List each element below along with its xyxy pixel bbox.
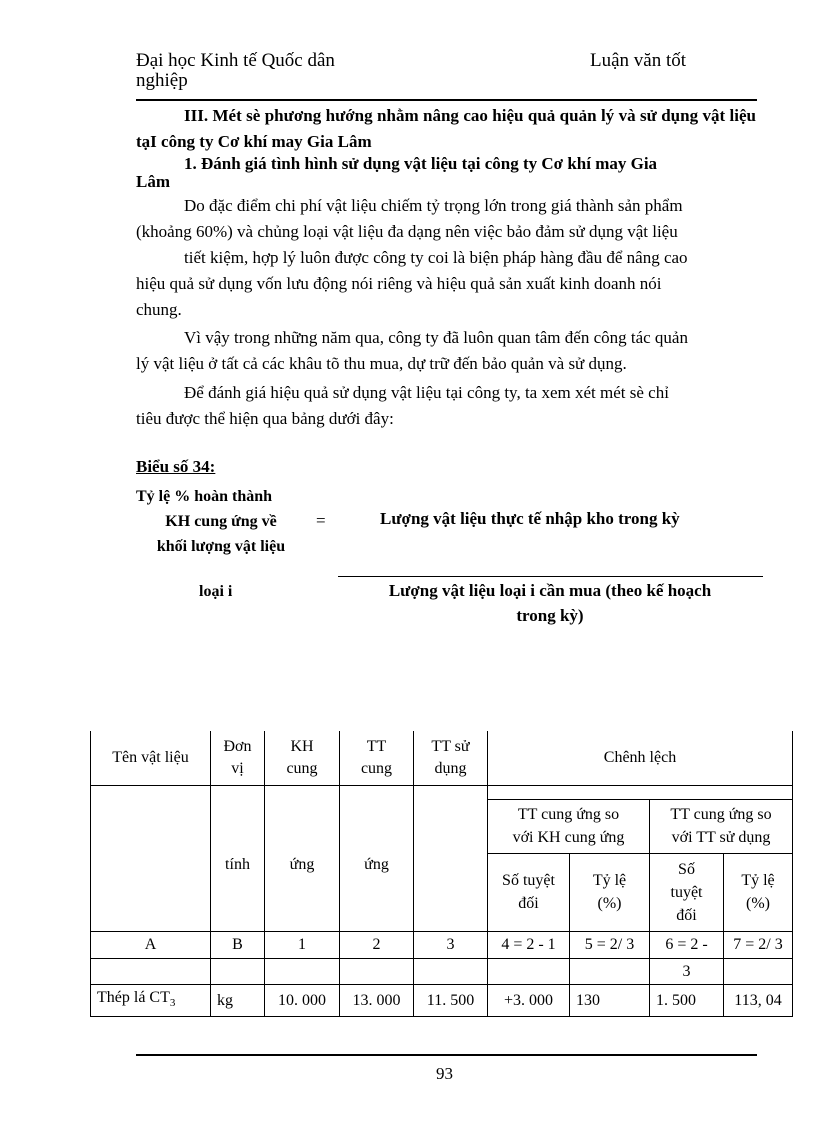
th-blank-name — [91, 799, 211, 931]
p3-line1: Để đánh giá hiệu quả sử dụng vật liệu tại công ty, ta xem xét mét sè chỉ — [184, 383, 669, 402]
th-actual-top — [340, 731, 414, 785]
th-spacer-5 — [414, 785, 488, 799]
th-spacer-3 — [265, 785, 340, 799]
formula-denominator-line1: Lượng vật liệu loại i cần mua (theo kế hoạch — [388, 581, 712, 600]
header-left — [136, 50, 335, 92]
formula-lhs-line2: KH cung ứng về — [165, 513, 277, 530]
idx-cont-cell — [211, 958, 265, 984]
th-material-name: Tên vật liệu — [91, 731, 211, 785]
formula-denominator-line2: trong kỳ) — [516, 606, 584, 625]
row-abs-vs-used: 1. 500 — [650, 984, 724, 1016]
th-used-l2: dụng — [434, 759, 467, 777]
th-unit-l2: vị — [231, 759, 244, 777]
th-plan-top — [265, 731, 340, 785]
th-abs2-l3: đối — [676, 906, 697, 924]
idx-cell: 4 = 2 - 1 — [488, 931, 570, 958]
fraction-bar — [338, 576, 763, 577]
th-abs2-l1: Số — [678, 860, 695, 878]
idx-cell: 5 = 2/ 3 — [570, 931, 650, 958]
th-abs1-l1: Số tuyệt — [502, 872, 555, 889]
idx-cell: 6 = 2 - — [650, 931, 724, 958]
th-group-vs-plan — [488, 799, 650, 853]
th-plan-l2: cung — [286, 759, 318, 777]
th-group-vs-used — [650, 799, 793, 853]
th-unit-top — [211, 731, 265, 785]
p1-line2: (khoảng 60%) và chủng loại vật liệu đa dạng nên việc bảo đảm sử dụng vật liệu — [136, 222, 678, 241]
header-rule — [136, 99, 757, 101]
table-row — [91, 984, 793, 1016]
th-used-l1: TT sử — [431, 737, 470, 755]
row-used: 11. 500 — [414, 984, 488, 1016]
th-pct1-l2: (%) — [597, 895, 622, 912]
formula-numerator: Lượng vật liệu thực tế nhập kho trong kỳ — [380, 509, 680, 528]
subsection-line1: 1. Đánh giá tình hình sử dụng vật liệu tại công ty Cơ khí may Gia — [184, 154, 658, 173]
header-right: Luận văn tốt — [590, 50, 687, 71]
section-title: III. Mét sè phương hướng nhằm nâng cao hiệu quả quản lý và sử dụng vật liệu tạI công ty Cơ khí may Gia Lâm — [136, 106, 756, 151]
th-percent-2 — [724, 853, 793, 931]
th-used-top — [414, 731, 488, 785]
th-difference: Chênh lệch — [488, 731, 793, 785]
p3-line2: tiêu được thể hiện qua bảng dưới đây: — [136, 409, 394, 428]
row-pct-vs-used: 113, 04 — [724, 984, 793, 1016]
th-abs1-l2: đối — [518, 895, 539, 912]
idx-cell: B — [211, 931, 265, 958]
th-pct2-l2: (%) — [746, 895, 770, 912]
idx-cont-cell — [340, 958, 414, 984]
p2-line2: lý vật liệu ở tất cả các khâu tõ thu mua, dự trữ đến bảo quản và sử dụng. — [136, 354, 627, 373]
formula-lhs — [136, 484, 306, 559]
p1-line5: chung. — [136, 300, 182, 319]
formula-lhs-line4: loại i — [199, 583, 233, 600]
formula-lhs-line1: Tỷ lệ % hoàn thành — [136, 488, 273, 505]
idx-cont-cell — [414, 958, 488, 984]
idx-cell: 1 — [265, 931, 340, 958]
header-left-line2: nghiệp — [136, 70, 188, 91]
th-unit-bottom: tính — [211, 799, 265, 931]
table-index-cont-row — [91, 958, 793, 984]
th-spacer-4 — [340, 785, 414, 799]
row-material-name — [91, 984, 211, 1016]
idx-cell: A — [91, 931, 211, 958]
paragraph-1 — [136, 193, 756, 323]
formula-lhs-line3: khối lượng vật liệu — [156, 538, 286, 555]
idx-cont-cell — [570, 958, 650, 984]
th-group2-l1: TT cung ứng so — [670, 806, 772, 823]
figure-label: Biểu số 34: — [136, 457, 216, 476]
th-actual-bottom: ứng — [340, 799, 414, 931]
th-spacer-6 — [488, 785, 793, 799]
idx-cell: 7 = 2/ 3 — [724, 931, 793, 958]
row-material-text: Thép lá CT — [97, 988, 170, 1006]
row-plan: 10. 000 — [265, 984, 340, 1016]
idx-cell: 3 — [414, 931, 488, 958]
th-spacer-2 — [211, 785, 265, 799]
p2-line1: Vì vậy trong những năm qua, công ty đã luôn quan tâm đến công tác quản — [184, 328, 688, 347]
paragraph-3 — [136, 380, 756, 432]
table-index-row — [91, 931, 793, 958]
subsection-line2: Lâm — [136, 172, 170, 191]
p1-line4: hiệu quả sử dụng vốn lưu động nói riêng và hiệu quả sản xuất kinh doanh nói — [136, 274, 662, 293]
p1-line3: tiết kiệm, hợp lý luôn được công ty coi là biện pháp hàng đầu để nâng cao — [184, 248, 688, 267]
th-spacer-1 — [91, 785, 211, 799]
idx-cont-value: 3 — [650, 958, 724, 984]
row-actual: 13. 000 — [340, 984, 414, 1016]
th-plan-bottom: ứng — [265, 799, 340, 931]
th-unit-l1: Đơn — [223, 737, 252, 755]
table-header-row-1 — [91, 731, 793, 785]
th-actual-l1: TT — [366, 737, 387, 755]
row-pct-vs-plan: 130 — [570, 984, 650, 1016]
th-absolute-2 — [650, 853, 724, 931]
header-left-line1: Đại học Kinh tế Quốc dân — [136, 50, 335, 71]
idx-cell: 2 — [340, 931, 414, 958]
material-usage-table — [90, 731, 793, 1017]
formula-denominator — [345, 578, 755, 628]
th-plan-l1: KH — [290, 737, 314, 755]
row-unit: kg — [211, 984, 265, 1016]
th-pct1-l1: Tỷ lệ — [592, 872, 627, 889]
table-header-row-2 — [91, 799, 793, 853]
idx-cont-cell — [91, 958, 211, 984]
idx-cont-cell — [265, 958, 340, 984]
th-group1-l2: với KH cung ứng — [512, 829, 625, 846]
th-group2-l2: với TT sử dụng — [671, 829, 771, 846]
table-header-spacer — [91, 785, 793, 799]
th-pct2-l1: Tỷ lệ — [741, 872, 775, 889]
subsection-title — [136, 151, 756, 195]
idx-cont-cell — [488, 958, 570, 984]
footer-rule — [136, 1054, 757, 1056]
idx-cont-cell — [724, 958, 793, 984]
th-abs2-l2: tuyệt — [670, 883, 703, 901]
th-blank-used — [414, 799, 488, 931]
formula-equals: = — [316, 511, 326, 530]
th-group1-l1: TT cung ứng so — [517, 806, 620, 823]
th-absolute-1 — [488, 853, 570, 931]
th-percent-1 — [570, 853, 650, 931]
p1-line1: Do đặc điểm chi phí vật liệu chiếm tỷ trọng lớn trong giá thành sản phẩm — [184, 196, 683, 215]
th-actual-l2: cung — [360, 759, 393, 777]
page-number: 93 — [436, 1064, 453, 1083]
row-abs-vs-plan: +3. 000 — [488, 984, 570, 1016]
row-material-sub: 3 — [169, 996, 176, 1009]
paragraph-2 — [136, 325, 756, 377]
